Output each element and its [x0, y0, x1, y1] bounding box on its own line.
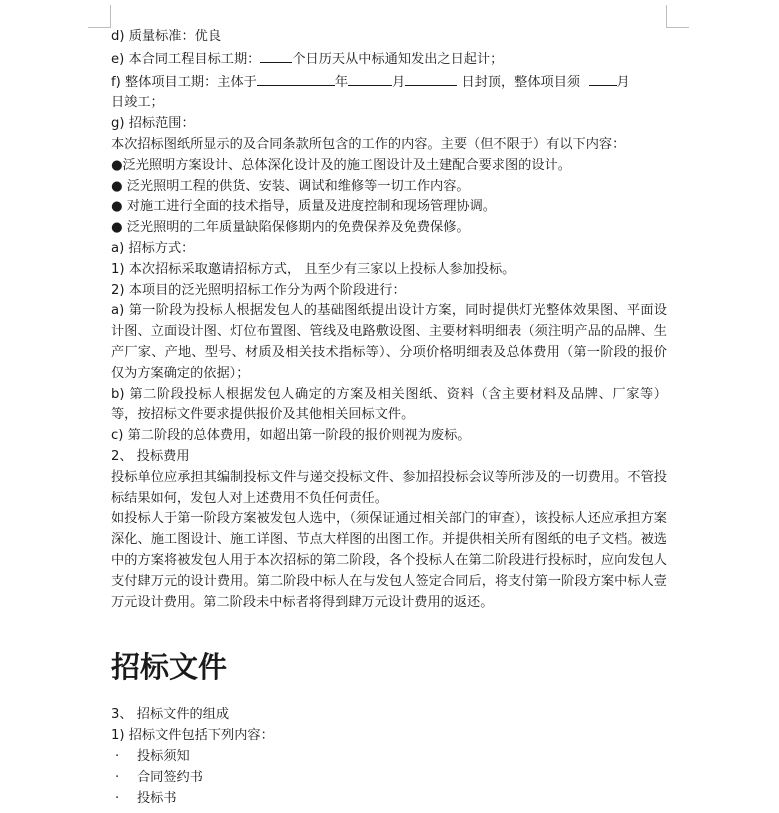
project-duration-line: f) 整体项目工期：主体于 年 月 日封顶，整体项目须 月 — [111, 71, 667, 94]
blank-field — [589, 71, 617, 86]
bid-cost-paragraph: 投标单位应承担其编制投标文件与递交投标文件、参加招投标会议等所涉及的一切费用。不管投标结果如何，发包人对上述费用不负任何责任。 — [111, 469, 667, 506]
bid-docs-intro: 1) 招标文件包括下列内容： — [111, 728, 274, 744]
crop-mark-top-right — [666, 5, 689, 28]
bid-method-heading: a) 招标方式： — [111, 240, 195, 256]
list-item: · 投标书 — [115, 790, 177, 806]
document-body — [111, 27, 667, 809]
section-heading: 招标文件 — [111, 650, 228, 685]
scope-bullet: ● 泛光照明工程的供货、安装、调试和维修等一切工作内容。 — [111, 178, 470, 194]
scope-bullet: ● 泛光照明的二年质量缺陷保修期内的免费保养及免费保修。 — [111, 220, 470, 236]
stage-two-paragraph: b) 第二阶段投标人根据发包人确定的方案及相关图纸、资料（含主要材料及品牌、厂家等）等，按招标文件要求提供报价及其他相关回标文件。 — [111, 386, 667, 423]
bid-method-item: 2) 本项目的泛光照明招标工作分为两个阶段进行： — [111, 282, 406, 298]
blank-field — [260, 48, 292, 63]
list-item: · 投标须知 — [115, 748, 190, 764]
design-fee-paragraph: 如投标人于第一阶段方案被发包人选中，（须保证通过相关部门的审查），该投标人还应承担方案深化、施工图设计、施工详图、节点大样图的出图工作。并提供相关所有图纸的电子文档。被选中的方案将被发包人用于本次招标的第二阶段，各个投标人在第二阶段进行投标时，应向发包人支付肆万元的设计费用。第二阶段中标人在与发包人签定合同后，将支付第一阶段方案中标人壹万元设计费用。第二阶段未中标者将得到肆万元设计费用的返还。 — [111, 511, 667, 610]
scope-bullet: ● 对施工进行全面的技术指导，质量及进度控制和现场管理协调。 — [111, 199, 496, 215]
list-item: · 合同签约书 — [115, 769, 203, 785]
blank-field — [405, 71, 457, 86]
contract-duration-line: e) 本合同工程目标工期： 个日历天从中标通知发出之日起计； — [111, 48, 667, 71]
bid-cost-heading: 2、 投标费用 — [111, 448, 190, 464]
bid-scope-heading: g) 招标范围： — [111, 116, 195, 132]
stage-cost-line: c) 第二阶段的总体费用，如超出第一阶段的报价则视为废标。 — [111, 428, 471, 444]
scope-bullet: ●泛光照明方案设计、总体深化设计及的施工图设计及土建配合要求图的设计。 — [111, 157, 571, 173]
blank-field — [257, 71, 335, 86]
quality-standard-line: d) 质量标准：优良 — [111, 29, 222, 44]
bid-method-item: 1) 本次招标采取邀请招标方式， 且至少有三家以上投标人参加投标。 — [111, 261, 516, 277]
bid-docs-heading: 3、 招标文件的组成 — [111, 707, 230, 723]
project-duration-line-end: 日竣工； — [111, 95, 164, 111]
crop-mark-top-left — [88, 5, 111, 28]
stage-one-paragraph: a) 第一阶段为投标人根据发包人的基础图纸提出设计方案，同时提供灯光整体效果图、平面设计图、立面设计图、灯位布置图、管线及电路敷设图、主要材料明细表（须注明产品的品牌、生产厂家、产地、型号、材质及相关技术指标等）、分项价格明细表及总体费用（第一阶段的报价仅为方案确定的依据）； — [111, 303, 667, 381]
blank-field — [348, 71, 392, 86]
bid-scope-intro: 本次招标图纸所显示的及合同条款所包含的工作的内容。主要（但不限于）有以下内容： — [111, 136, 626, 152]
